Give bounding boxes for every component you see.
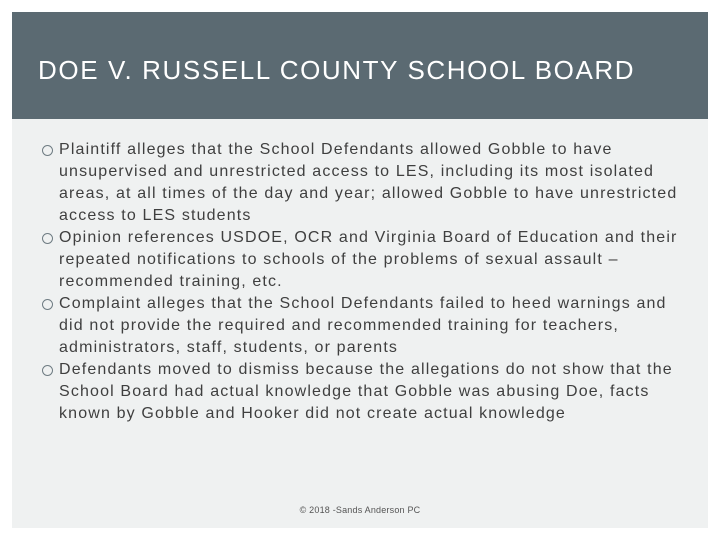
- title-band: [12, 12, 708, 119]
- hollow-circle-icon: [42, 233, 53, 244]
- bullet-item: [42, 139, 692, 227]
- bullet-list: [42, 139, 692, 425]
- bullet-text: Complaint alleges that the School Defendants failed to heed warnings and did not provide the required and recommended training for teachers, administrators, staff, students, or parents: [59, 295, 667, 356]
- hollow-circle-icon: [42, 145, 53, 156]
- bullet-text: Plaintiff alleges that the School Defendants allowed Gobble to have unsupervised and unrestricted access to LES, including its most isolated areas, at all times of the day and year; allowed Gobble to have unrestricted access to LES students: [59, 141, 678, 224]
- hollow-circle-icon: [42, 365, 53, 376]
- bullet-text: Opinion references USDOE, OCR and Virginia Board of Education and their repeated notifications to schools of the problems of sexual assault – recommended training, etc.: [59, 229, 678, 290]
- bullet-item: [42, 227, 692, 293]
- bullet-item: [42, 359, 692, 425]
- slide: [12, 12, 708, 528]
- slide-title: DOE V. RUSSELL COUNTY SCHOOL BOARD: [38, 55, 636, 85]
- hollow-circle-icon: [42, 299, 53, 310]
- bullet-item: [42, 293, 692, 359]
- footer-copyright: © 2018 -Sands Anderson PC: [299, 505, 421, 515]
- bullet-text: Defendants moved to dismiss because the allegations do not show that the School Board had actual knowledge that Gobble was abusing Doe, facts known by Gobble and Hooker did not create actual knowledge: [59, 361, 673, 422]
